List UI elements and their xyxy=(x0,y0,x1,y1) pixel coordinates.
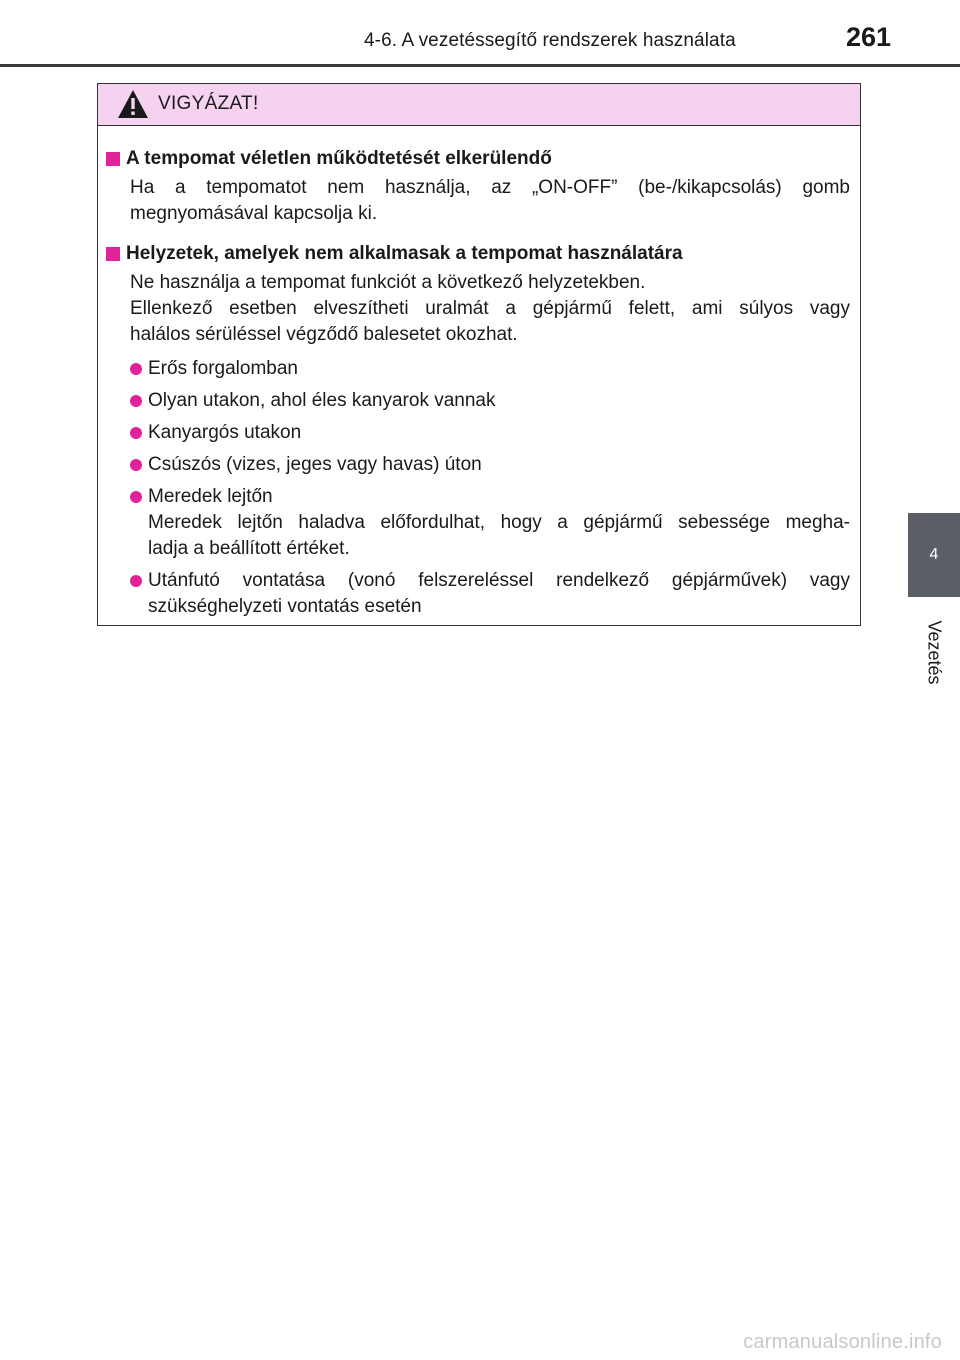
chapter-tab[interactable] xyxy=(908,513,960,597)
list-item xyxy=(130,356,850,382)
section-heading-text: A tempomat véletlen működtetését elkerülendő xyxy=(126,148,552,169)
list-item-line: szükséghelyzeti vontatás esetén xyxy=(148,596,422,617)
round-bullet-icon xyxy=(130,427,142,439)
section-heading-text: Helyzetek, amelyek nem alkalmasak a tempomat használatára xyxy=(126,243,683,264)
list-item-line: Meredek lejtőn xyxy=(148,486,273,507)
round-bullet-icon xyxy=(130,395,142,407)
list-item-line: Meredek lejtőn haladva előfordulhat, hogy a gépjármű sebessége megha- xyxy=(148,512,850,533)
round-bullet-icon xyxy=(130,491,142,503)
chapter-number: 4 xyxy=(929,546,939,563)
round-bullet-icon xyxy=(130,459,142,471)
running-header-title: 4-6. A vezetéssegítő rendszerek használata xyxy=(364,30,736,51)
section-heading-accidental-activation xyxy=(106,146,850,172)
paragraph-line: Ne használja a tempomat funkciót a következő helyzetekben. xyxy=(130,272,646,293)
caution-label: VIGYÁZAT! xyxy=(158,93,259,114)
list-item-line: ladja a beállított értéket. xyxy=(148,538,350,559)
page-number: 261 xyxy=(846,22,892,52)
list-item xyxy=(130,568,850,620)
list-item-text xyxy=(148,568,850,620)
chapter-label-text: Vezetés xyxy=(924,619,945,685)
round-bullet-icon xyxy=(130,575,142,587)
list-item-line: Erős forgalomban xyxy=(148,358,298,379)
section-paragraph xyxy=(130,270,850,348)
list-item-text xyxy=(148,420,850,446)
list-item-line: Olyan utakon, ahol éles kanyarok vannak xyxy=(148,390,496,411)
paragraph-line: megnyomásával kapcsolja ki. xyxy=(130,203,378,224)
square-bullet-icon xyxy=(106,152,120,166)
situation-list xyxy=(130,356,850,620)
list-item xyxy=(130,420,850,446)
list-item-line: Csúszós (vizes, jeges vagy havas) úton xyxy=(148,454,482,475)
caution-body xyxy=(98,126,860,620)
list-item-text xyxy=(148,388,850,414)
list-item-text xyxy=(148,356,850,382)
list-item-text xyxy=(148,484,850,562)
list-item-line: Kanyargós utakon xyxy=(148,422,302,443)
paragraph-line: Ha a tempomatot nem használja, az „ON-OFF” (be-/kikapcsolás) gomb xyxy=(130,177,850,198)
square-bullet-icon xyxy=(106,247,120,261)
list-item xyxy=(130,452,850,478)
chapter-label xyxy=(904,612,960,692)
section-heading-unsuitable-situations xyxy=(106,241,850,267)
list-item-line: Utánfutó vontatása (vonó felszereléssel rendelkező gépjárművek) vagy xyxy=(148,570,850,591)
header-rule xyxy=(0,64,960,67)
list-item xyxy=(130,484,850,562)
list-item-text xyxy=(148,452,850,478)
caution-header xyxy=(98,84,860,126)
paragraph-line: Ellenkező esetben elveszítheti uralmát a gépjármű felett, ami súlyos vagy xyxy=(130,298,850,319)
paragraph-line: halálos sérüléssel végződő balesetet okozhat. xyxy=(130,324,518,345)
section-paragraph xyxy=(130,175,850,227)
list-item xyxy=(130,388,850,414)
warning-triangle-icon xyxy=(116,88,150,120)
watermark-link[interactable]: carmanualsonline.info xyxy=(743,1331,942,1353)
round-bullet-icon xyxy=(130,363,142,375)
caution-box xyxy=(97,83,861,626)
